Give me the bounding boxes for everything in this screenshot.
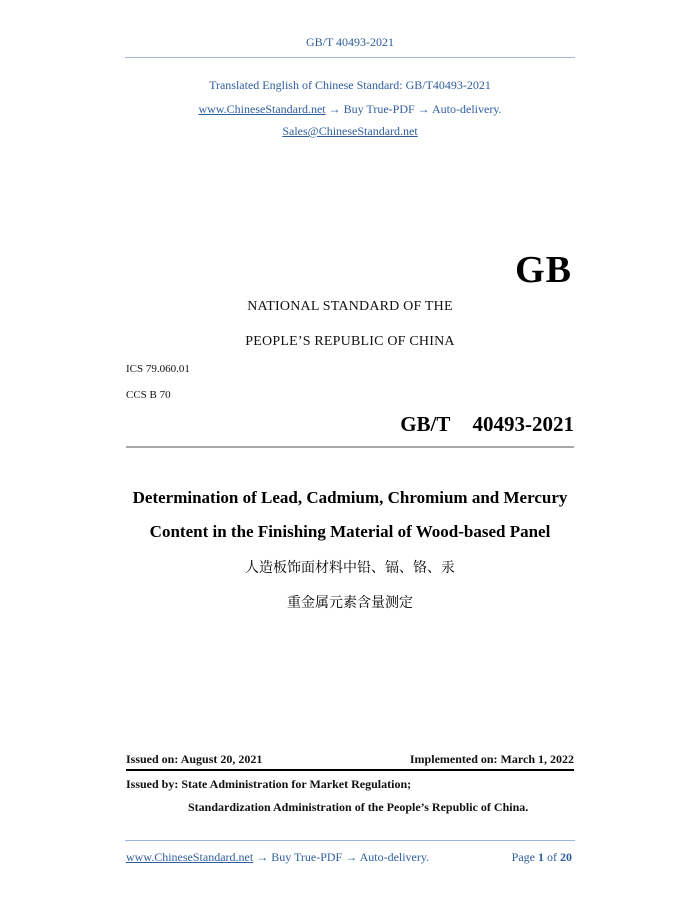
footer-divider bbox=[125, 840, 575, 841]
page-current: 1 bbox=[538, 850, 544, 864]
purchase-text: → Buy True-PDF → Auto-delivery. bbox=[325, 102, 502, 116]
translation-note: Translated English of Chinese Standard: GB/T40493-2021 bbox=[209, 78, 491, 92]
site-link[interactable]: www.ChineseStandard.net bbox=[198, 102, 326, 116]
dates-divider bbox=[126, 769, 574, 771]
standard-number: GB/T 40493-2021 bbox=[400, 412, 574, 436]
gb-logo: GB bbox=[515, 249, 572, 291]
footer-site-link[interactable]: www.ChineseStandard.net bbox=[126, 850, 254, 864]
running-header-title: GB/T 40493-2021 bbox=[305, 35, 395, 49]
footer-purchase-line bbox=[126, 850, 429, 865]
page-label: Page bbox=[511, 850, 535, 864]
email-link[interactable]: Sales@ChineseStandard.net bbox=[282, 124, 418, 138]
title-chinese-line1: 人造板饰面材料中铅、镉、铬、汞 bbox=[245, 560, 455, 576]
national-standard-line2: PEOPLE’S REPUBLIC OF CHINA bbox=[245, 334, 455, 349]
title-english-line1: Determination of Lead, Cadmium, Chromium and Mercury bbox=[132, 488, 568, 507]
implemented-on-date: Implemented on: March 1, 2022 bbox=[409, 752, 574, 766]
page-indicator bbox=[512, 850, 572, 865]
issued-on-date: Issued on: August 20, 2021 bbox=[126, 752, 263, 766]
page-total: 20 bbox=[560, 850, 572, 864]
title-chinese-line2: 重金属元素含量测定 bbox=[287, 595, 413, 611]
standard-number-divider bbox=[126, 446, 574, 448]
ics-code: ICS 79.060.01 bbox=[126, 363, 190, 375]
title-english-line2: Content in the Finishing Material of Wood-based Panel bbox=[149, 522, 551, 541]
page-of: of bbox=[547, 850, 557, 864]
issued-by-line1: Issued by: State Administration for Market Regulation; bbox=[126, 777, 412, 791]
ccs-code: CCS B 70 bbox=[126, 389, 171, 401]
purchase-line bbox=[0, 102, 700, 117]
email-line bbox=[0, 124, 700, 139]
issued-by-line2: Standardization Administration of the People’s Republic of China. bbox=[188, 800, 529, 814]
footer-purchase-text: → Buy True-PDF → Auto-delivery. bbox=[253, 850, 430, 864]
header-divider bbox=[125, 57, 575, 58]
national-standard-line1: NATIONAL STANDARD OF THE bbox=[247, 299, 453, 314]
